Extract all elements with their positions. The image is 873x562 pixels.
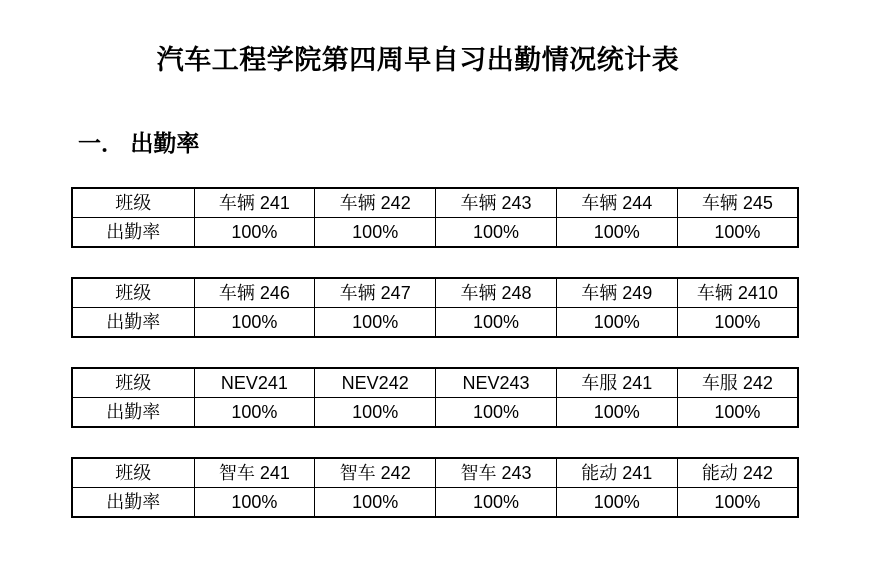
class-name-cell: 车辆 2410 [677, 278, 798, 308]
rate-value-cell: 100% [436, 308, 557, 338]
rate-value-cell: 100% [556, 218, 677, 248]
rate-value-cell: 100% [556, 488, 677, 518]
class-name-cell: NEV242 [315, 368, 436, 398]
class-row [72, 278, 798, 308]
row-header-cell: 出勤率 [72, 308, 194, 338]
rate-value-cell: 100% [315, 308, 436, 338]
attendance-table-3 [71, 367, 799, 428]
rate-value-cell: 100% [677, 218, 798, 248]
rate-value-cell: 100% [194, 488, 315, 518]
row-header-cell: 班级 [72, 278, 194, 308]
class-name-cell: 车辆 248 [436, 278, 557, 308]
rate-value-cell: 100% [315, 488, 436, 518]
rate-value-cell: 100% [677, 308, 798, 338]
class-name-cell: 车辆 246 [194, 278, 315, 308]
class-name-cell: 车辆 249 [556, 278, 677, 308]
row-header-cell: 出勤率 [72, 398, 194, 428]
class-name-cell: NEV241 [194, 368, 315, 398]
rate-value-cell: 100% [436, 488, 557, 518]
rate-value-cell: 100% [556, 308, 677, 338]
rate-value-cell: 100% [194, 218, 315, 248]
class-row [72, 368, 798, 398]
rate-row [72, 308, 798, 338]
class-name-cell: 车辆 241 [194, 188, 315, 218]
class-name-cell: 车服 242 [677, 368, 798, 398]
class-name-cell: 车辆 242 [315, 188, 436, 218]
rate-value-cell: 100% [436, 398, 557, 428]
class-name-cell: 车辆 245 [677, 188, 798, 218]
section-heading-attendance-rate: 一． 出勤率 [78, 130, 200, 156]
rate-value-cell: 100% [556, 398, 677, 428]
rate-value-cell: 100% [194, 308, 315, 338]
class-name-cell: 能动 242 [677, 458, 798, 488]
row-header-cell: 出勤率 [72, 488, 194, 518]
rate-value-cell: 100% [194, 398, 315, 428]
rate-value-cell: 100% [677, 398, 798, 428]
rate-row [72, 488, 798, 518]
class-name-cell: 智车 242 [315, 458, 436, 488]
class-name-cell: NEV243 [436, 368, 557, 398]
class-row [72, 458, 798, 488]
attendance-table-2 [71, 277, 799, 338]
class-name-cell: 能动 241 [556, 458, 677, 488]
document-title: 汽车工程学院第四周早自习出勤情况统计表 [156, 45, 680, 75]
class-name-cell: 车辆 247 [315, 278, 436, 308]
rate-value-cell: 100% [315, 218, 436, 248]
rate-value-cell: 100% [315, 398, 436, 428]
row-header-cell: 班级 [72, 368, 194, 398]
rate-row [72, 398, 798, 428]
class-name-cell: 车辆 243 [436, 188, 557, 218]
row-header-cell: 班级 [72, 188, 194, 218]
attendance-table-1 [71, 187, 799, 248]
class-row [72, 188, 798, 218]
rate-value-cell: 100% [677, 488, 798, 518]
attendance-table-4 [71, 457, 799, 518]
row-header-cell: 班级 [72, 458, 194, 488]
class-name-cell: 车辆 244 [556, 188, 677, 218]
rate-value-cell: 100% [436, 218, 557, 248]
class-name-cell: 智车 243 [436, 458, 557, 488]
class-name-cell: 智车 241 [194, 458, 315, 488]
class-name-cell: 车服 241 [556, 368, 677, 398]
row-header-cell: 出勤率 [72, 218, 194, 248]
rate-row [72, 218, 798, 248]
